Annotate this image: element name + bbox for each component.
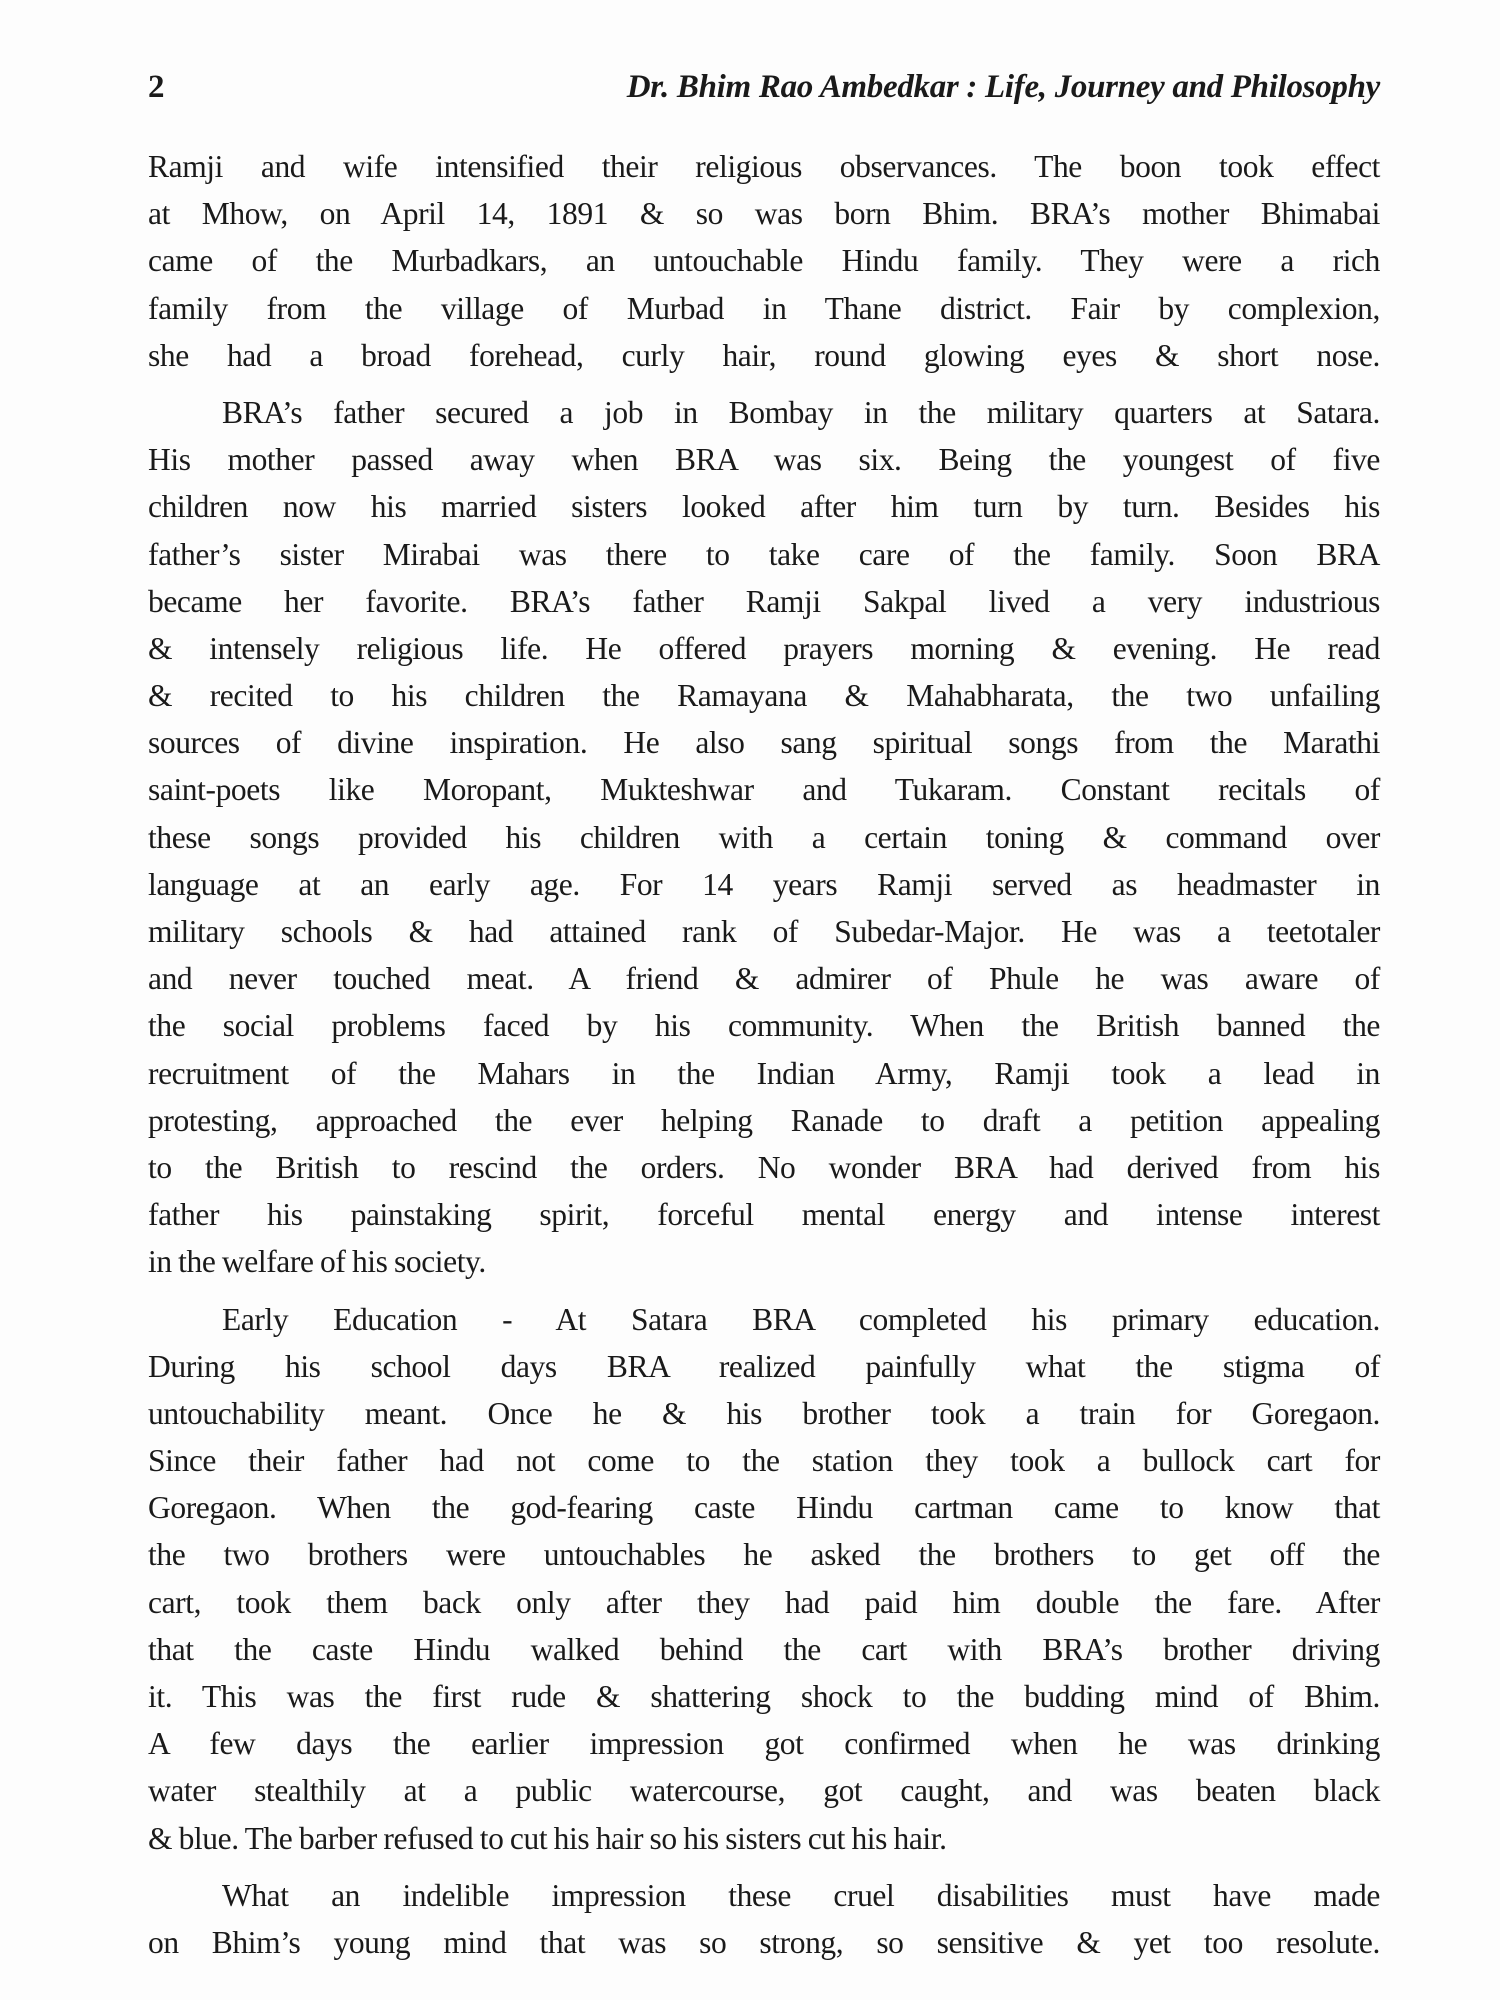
text-line: BRA’s father secured a job in Bombay in the military quarters at Satara. [222, 394, 1380, 430]
text-line: Early Education - At Satara BRA completed his primary education. [222, 1301, 1380, 1337]
book-title: Dr. Bhim Rao Ambedkar : Life, Journey and Philosophy [626, 69, 1380, 105]
body-text [148, 143, 1380, 1966]
text-line: protesting, approached the ever helping Ranade to draft a petition appealing [148, 1102, 1380, 1138]
page-number: 2 [148, 69, 165, 105]
text-line: in the welfare of his society. [148, 1244, 486, 1280]
text-line: During his school days BRA realized painfully what the stigma of [148, 1348, 1380, 1384]
paragraph-early-education [148, 1296, 1380, 1862]
text-line: sources of divine inspiration. He also sang spiritual songs from the Marathi [148, 725, 1380, 761]
text-line: it. This was the first rude & shattering shock to the budding mind of Bhim. [148, 1679, 1380, 1714]
text-line: recruitment of the Mahars in the Indian Army, Ramji took a lead in [148, 1055, 1380, 1091]
text-line: to the British to rescind the orders. No wonder BRA had derived from his [148, 1149, 1380, 1185]
text-line: on Bhim’s young mind that was so strong, so sensitive & yet too resolute. [148, 1924, 1380, 1960]
text-line: & intensely religious life. He offered prayers morning & evening. He read [148, 630, 1380, 666]
text-line: saint-poets like Moropant, Mukteshwar and Tukaram. Constant recitals of [148, 772, 1380, 808]
text-line: cart, took them back only after they had paid him double the fare. After [148, 1584, 1380, 1620]
text-line: A few days the earlier impression got confirmed when he was drinking [148, 1726, 1380, 1762]
text-line: the social problems faced by his community. When the British banned the [148, 1008, 1380, 1044]
text-line: water stealthily at a public watercourse, got caught, and was beaten black [148, 1773, 1380, 1809]
text-line: language at an early age. For 14 years Ramji served as headmaster in [148, 866, 1380, 902]
text-line: and never touched meat. A friend & admirer of Phule he was aware of [148, 961, 1380, 997]
text-line: Since their father had not come to the station they took a bullock cart for [148, 1443, 1380, 1479]
text-line: father his painstaking spirit, forceful mental energy and intense interest [148, 1197, 1380, 1233]
text-line: What an indelible impression these cruel disabilities must have made [222, 1877, 1380, 1913]
text-line: the two brothers were untouchables he asked the brothers to get off the [148, 1537, 1380, 1573]
text-line: she had a broad forehead, curly hair, round glowing eyes & short nose. [148, 337, 1380, 373]
text-line: these songs provided his children with a certain toning & command over [148, 819, 1380, 855]
paragraph-birth [148, 143, 1380, 379]
text-line: children now his married sisters looked after him turn by turn. Besides his [148, 489, 1380, 525]
paragraph-impression [148, 1872, 1380, 1966]
text-line: military schools & had attained rank of Subedar-Major. He was a teetotaler [148, 914, 1380, 949]
text-line: that the caste Hindu walked behind the cart with BRA’s brother driving [148, 1631, 1380, 1667]
text-line: untouchability meant. Once he & his brother took a train for Goregaon. [148, 1395, 1380, 1431]
text-line: & blue. The barber refused to cut his hair so his sisters cut his hair. [148, 1820, 947, 1856]
paragraph-father [148, 389, 1380, 1286]
text-line: came of the Murbadkars, an untouchable Hindu family. They were a rich [148, 243, 1380, 279]
text-line: & recited to his children the Ramayana & Mahabharata, the two unfailing [148, 678, 1380, 714]
running-header [148, 62, 1380, 112]
text-line: His mother passed away when BRA was six. Being the youngest of five [148, 442, 1380, 478]
text-line: Ramji and wife intensified their religious observances. The boon took effect [148, 149, 1380, 184]
text-line: Goregaon. When the god-fearing caste Hindu cartman came to know that [148, 1490, 1380, 1526]
text-line: at Mhow, on April 14, 1891 & so was born Bhim. BRA’s mother Bhimabai [148, 196, 1380, 232]
text-line: family from the village of Murbad in Thane district. Fair by complexion, [148, 290, 1380, 326]
text-line: father’s sister Mirabai was there to take care of the family. Soon BRA [148, 536, 1380, 572]
text-line: became her favorite. BRA’s father Ramji Sakpal lived a very industrious [148, 583, 1380, 619]
